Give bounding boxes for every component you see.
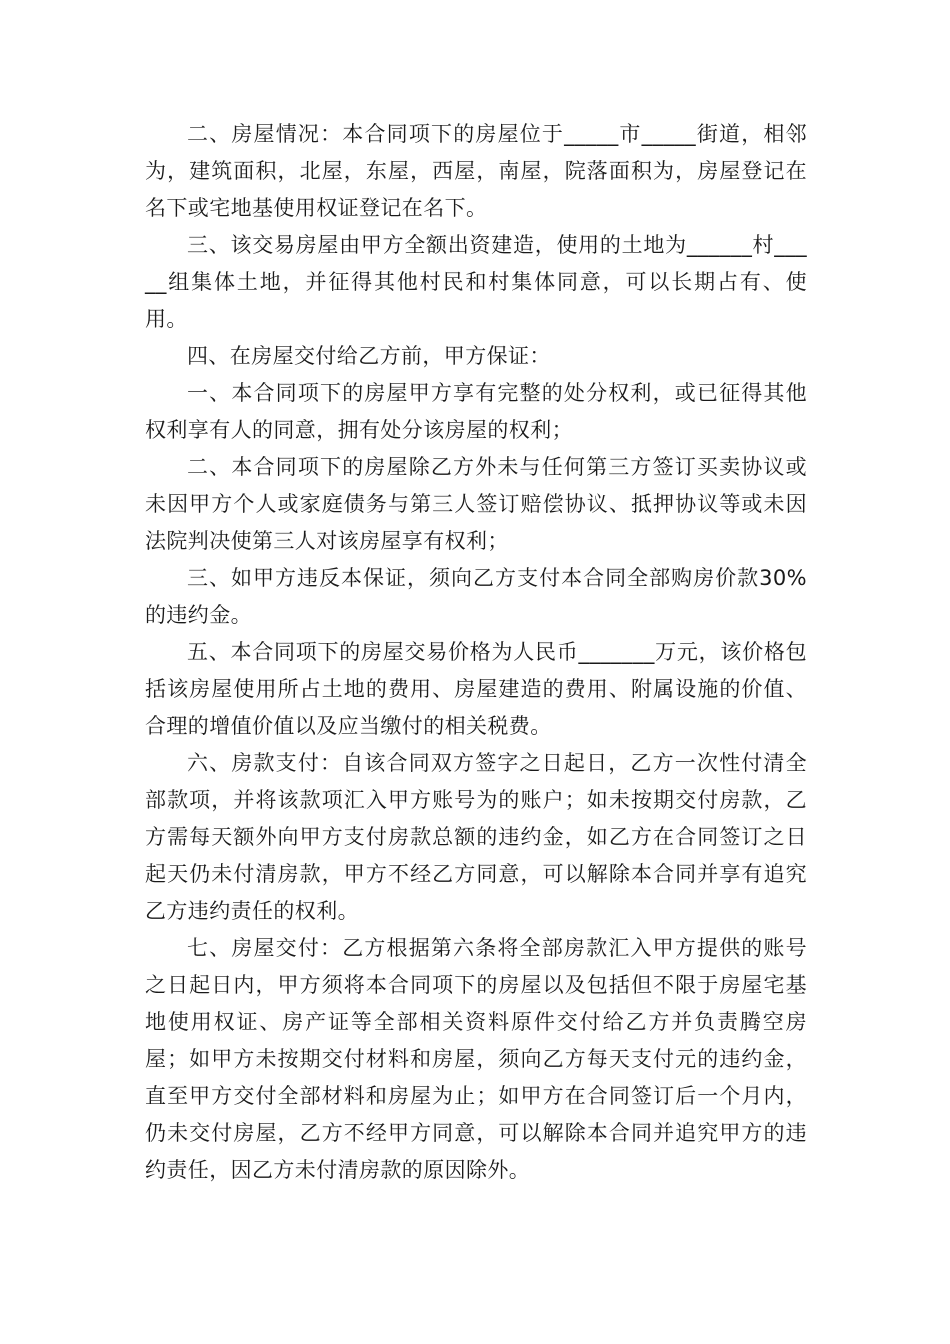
clause-seller-guarantee-heading: 四、在房屋交付给乙方前，甲方保证： xyxy=(187,344,551,368)
guarantee-item-1: 一、本合同项下的房屋甲方享有完整的处分权利，或已征得其他权利享有人的同意，拥有处分该房屋的权利； xyxy=(145,381,807,442)
document-body xyxy=(145,116,807,1189)
clause-house-delivery: 七、房屋交付：乙方根据第六条将全部房款汇入甲方提供的账号之日起日内，甲方须将本合同项下的房屋以及包括但不限于房屋宅基地使用权证、房产证等全部相关资料原件交付给乙方并负责腾空房屋；如甲方未按期交付材料和房屋，须向乙方每天支付元的违约金，直至甲方交付全部材料和房屋为止；如甲方在合同签订后一个月内，仍未交付房屋，乙方不经甲方同意，可以解除本合同并追究甲方的违约责任，因乙方未付清房款的原因除外。 xyxy=(145,936,807,1182)
guarantee-item-2: 二、本合同项下的房屋除乙方外未与任何第三方签订买卖协议或未因甲方个人或家庭债务与第三人签订赔偿协议、抵押协议等或未因法院判决使第三人对该房屋享有权利； xyxy=(145,455,807,553)
clause-house-situation: 二、房屋情况：本合同项下的房屋位于_____市_____街道，相邻为，建筑面积，北屋，东屋，西屋，南屋，院落面积为，房屋登记在名下或宅地基使用权证登记在名下。 xyxy=(145,122,807,220)
clause-transaction-price: 五、本合同项下的房屋交易价格为人民币_______万元，该价格包括该房屋使用所占土地的费用、房屋建造的费用、附属设施的价值、合理的增值价值以及应当缴付的相关税费。 xyxy=(145,640,807,738)
clause-payment: 六、房款支付：自该合同双方签字之日起日，乙方一次性付清全部款项，并将该款项汇入甲方账号为的账户；如未按期交付房款，乙方需每天额外向甲方支付房款总额的违约金，如乙方在合同签订之日起天仍未付清房款，甲方不经乙方同意，可以解除本合同并享有追究乙方违约责任的权利。 xyxy=(145,751,807,923)
guarantee-item-3: 三、如甲方违反本保证，须向乙方支付本合同全部购房价款30%的违约金。 xyxy=(145,566,807,627)
clause-land-ownership: 三、该交易房屋由甲方全额出资建造，使用的土地为______村_____组集体土地，并征得其他村民和村集体同意，可以长期占有、使用。 xyxy=(145,233,807,331)
